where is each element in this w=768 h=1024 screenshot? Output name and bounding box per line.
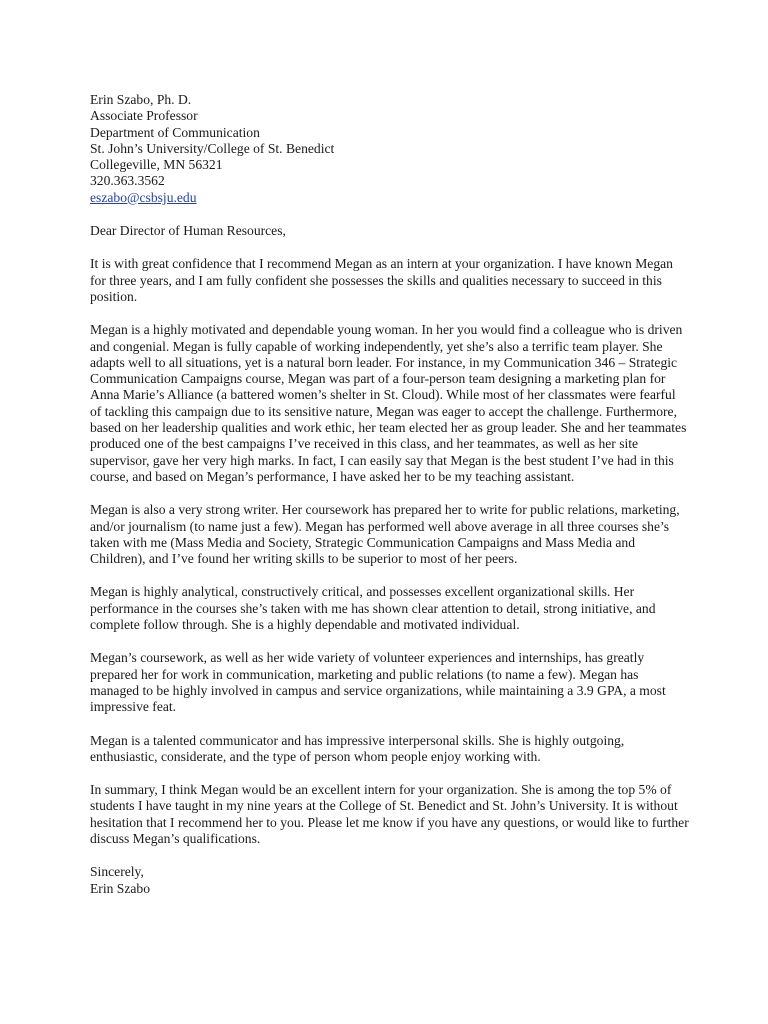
paragraph-character: Megan is a highly motivated and dependable young woman. In her you would find a colleague who is driven and congenial. Megan is fully capable of working independently, yet she’s also a terrific team player. She adapts well to all situations, yet is a natural born leader. For instance, in my Communication 346 – Strategic Communication Campaigns course, Megan was part of a four-person team designing a marketing plan for Anna Marie’s Alliance (a battered women’s shelter in St. Cloud). While most of her classmates were fearful of tackling this campaign due to its sensitive nature, Megan was eager to accept the challenge. Furthermore, based on her leadership qualities and work ethic, her team elected her as group leader. She and her teammates produced one of the best campaigns I’ve received in this class, and her teammates, as well as her site supervisor, gave her very high marks. In fact, I can easily say that Megan is the best student I’ve had in this course, and based on Megan’s performance, I have asked her to be my teaching assistant. bbox=[90, 322, 687, 484]
paragraph-intro: It is with great confidence that I recommend Megan as an intern at your organization. I have known Megan for three years, and I am fully confident she possesses the skills and qualities necessary to succeed in this position. bbox=[90, 256, 673, 304]
sender-email-link[interactable]: eszabo@csbsju.edu bbox=[90, 189, 197, 205]
paragraph-summary: In summary, I think Megan would be an excellent intern for your organization. She is among the top 5% of students I have taught in my nine years at the College of St. Benedict and St. John’s University. It is without hesitation that I recommend her to you. Please let me know if you have any questions, or would like to further discuss Megan’s qualifications. bbox=[90, 782, 689, 846]
sender-phone: 320.363.3562 bbox=[90, 173, 165, 189]
paragraph-analytical: Megan is highly analytical, constructively critical, and possesses excellent organizational skills. Her performance in the courses she’s taken with me has shown clear attention to detail, strong initiative, and complete follow through. She is a highly dependable and motivated individual. bbox=[90, 584, 656, 633]
sender-department: Department of Communication bbox=[90, 124, 260, 140]
sender-title: Associate Professor bbox=[90, 108, 198, 124]
closing-phrase: Sincerely, bbox=[90, 864, 144, 880]
paragraph-writing: Megan is also a very strong writer. Her coursework has prepared her to write for public relations, marketing, and/or journalism (to name just a few). Megan has performed well above average in all three courses she’s taken with me (Mass Media and Society, Strategic Communication Campaigns and Mass Media and Children), and I’ve found her writing skills to be superior to most of her peers. bbox=[90, 502, 680, 567]
letter-page bbox=[90, 92, 690, 897]
sender-city: Collegeville, MN 56321 bbox=[90, 157, 223, 173]
signature-name: Erin Szabo bbox=[90, 880, 151, 896]
sender-name: Erin Szabo, Ph. D. bbox=[90, 92, 192, 107]
sender-institution: St. John’s University/College of St. Benedict bbox=[90, 140, 335, 156]
salutation: Dear Director of Human Resources, bbox=[90, 223, 286, 239]
closing-block bbox=[90, 864, 690, 897]
paragraph-coursework: Megan’s coursework, as well as her wide variety of volunteer experiences and internships, has greatly prepared her for work in communication, marketing and public relations (to name a few). Megan has managed to be highly involved in campus and service organizations, while maintaining a 3.9 GPA, a most impressive feat. bbox=[90, 650, 666, 715]
sender-address-block bbox=[90, 92, 690, 206]
paragraph-communicator: Megan is a talented communicator and has impressive interpersonal skills. She is highly outgoing, enthusiastic, considerate, and the type of person whom people enjoy working with. bbox=[90, 732, 625, 764]
